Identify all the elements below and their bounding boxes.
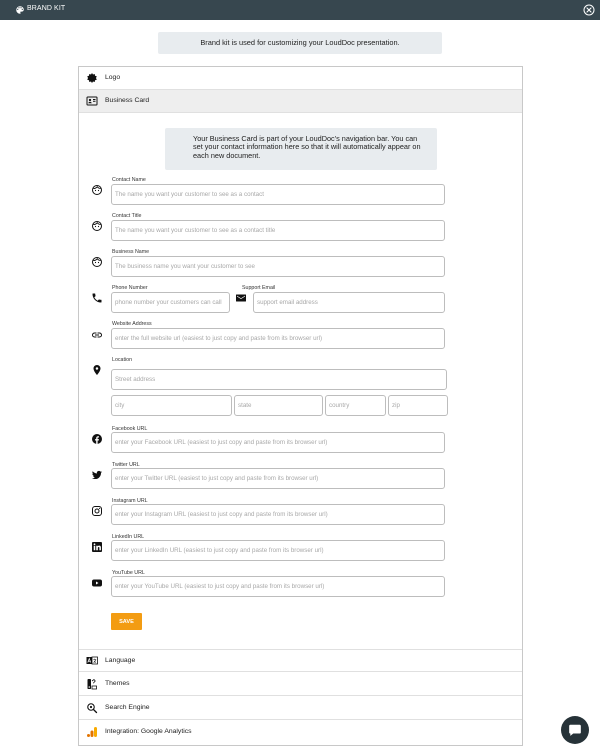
contact-name-label: Contact Name xyxy=(112,177,146,183)
instagram-url-label: Instagram URL xyxy=(112,498,148,504)
instagram-url-input[interactable] xyxy=(111,504,445,525)
brand-kit-banner: Brand kit is used for customizing your LoudDoc presentation. xyxy=(158,32,442,54)
website-address-label: Website Address xyxy=(112,321,152,327)
accordion-logo[interactable] xyxy=(79,67,522,90)
accordion-logo-label: Logo xyxy=(105,74,121,81)
close-icon[interactable] xyxy=(583,4,595,16)
accordion-search-engine[interactable] xyxy=(79,697,522,720)
accordion-integration[interactable] xyxy=(79,721,522,744)
chat-button[interactable] xyxy=(561,716,589,744)
face-icon xyxy=(91,220,103,232)
contact-title-label: Contact Title xyxy=(112,213,142,219)
facebook-url-label: Facebook URL xyxy=(112,426,148,432)
accordion-integration-label: Integration: Google Analytics xyxy=(105,728,192,735)
instagram-icon xyxy=(91,505,103,517)
accordion-search-engine-label: Search Engine xyxy=(105,704,150,711)
state-input[interactable] xyxy=(234,395,323,416)
linkedin-icon xyxy=(91,541,103,553)
linkedin-url-label: LinkedIn URL xyxy=(112,534,145,540)
chat-icon xyxy=(568,723,582,737)
business-name-input[interactable] xyxy=(111,256,445,277)
youtube-url-input[interactable] xyxy=(111,576,445,597)
twitter-url-input[interactable] xyxy=(111,468,445,489)
website-address-input[interactable] xyxy=(111,328,445,349)
window-title: BRAND KIT xyxy=(27,5,66,12)
translate-icon xyxy=(86,655,98,667)
phone-icon xyxy=(91,292,103,304)
twitter-icon xyxy=(91,469,103,481)
location-pin-icon xyxy=(91,364,103,376)
support-email-label: Support Email xyxy=(242,285,276,291)
location-label: Location xyxy=(112,357,133,363)
contact-name-input[interactable] xyxy=(111,184,445,205)
street-address-input[interactable] xyxy=(111,369,447,390)
country-input[interactable] xyxy=(325,395,386,416)
accordion-themes[interactable] xyxy=(79,673,522,696)
accordion-business-card-label: Business Card xyxy=(105,97,150,104)
face-icon xyxy=(91,184,103,196)
brand-kit-panel xyxy=(78,66,523,746)
youtube-icon xyxy=(91,577,103,589)
phone-number-input[interactable] xyxy=(111,292,230,313)
phone-number-label: Phone Number xyxy=(112,285,148,291)
face-icon xyxy=(91,256,103,268)
save-button[interactable]: SAVE xyxy=(111,613,142,630)
search-icon xyxy=(86,702,98,714)
themes-icon xyxy=(86,678,98,690)
accordion-language-label: Language xyxy=(105,657,136,664)
contact-card-icon xyxy=(86,95,98,107)
top-bar xyxy=(0,0,600,20)
gear-icon xyxy=(86,72,98,84)
link-icon xyxy=(91,329,103,341)
accordion-business-card[interactable] xyxy=(79,90,522,113)
youtube-url-label: YouTube URL xyxy=(112,570,145,576)
support-email-input[interactable] xyxy=(253,292,445,313)
google-analytics-icon xyxy=(86,726,98,738)
business-name-label: Business Name xyxy=(112,249,150,255)
accordion-themes-label: Themes xyxy=(105,680,130,687)
twitter-url-label: Twitter URL xyxy=(112,462,140,468)
email-icon xyxy=(235,292,247,304)
facebook-url-input[interactable] xyxy=(111,432,445,453)
contact-title-input[interactable] xyxy=(111,220,445,241)
city-input[interactable] xyxy=(111,395,232,416)
palette-icon xyxy=(15,5,25,15)
linkedin-url-input[interactable] xyxy=(111,540,445,561)
zip-input[interactable] xyxy=(388,395,448,416)
facebook-icon xyxy=(91,433,103,445)
business-card-info: Your Business Card is part of your LoudDoc's navigation bar. You can set your contact information here so that it will automatically appear on each new document. xyxy=(165,128,437,170)
accordion-language[interactable] xyxy=(79,649,522,672)
